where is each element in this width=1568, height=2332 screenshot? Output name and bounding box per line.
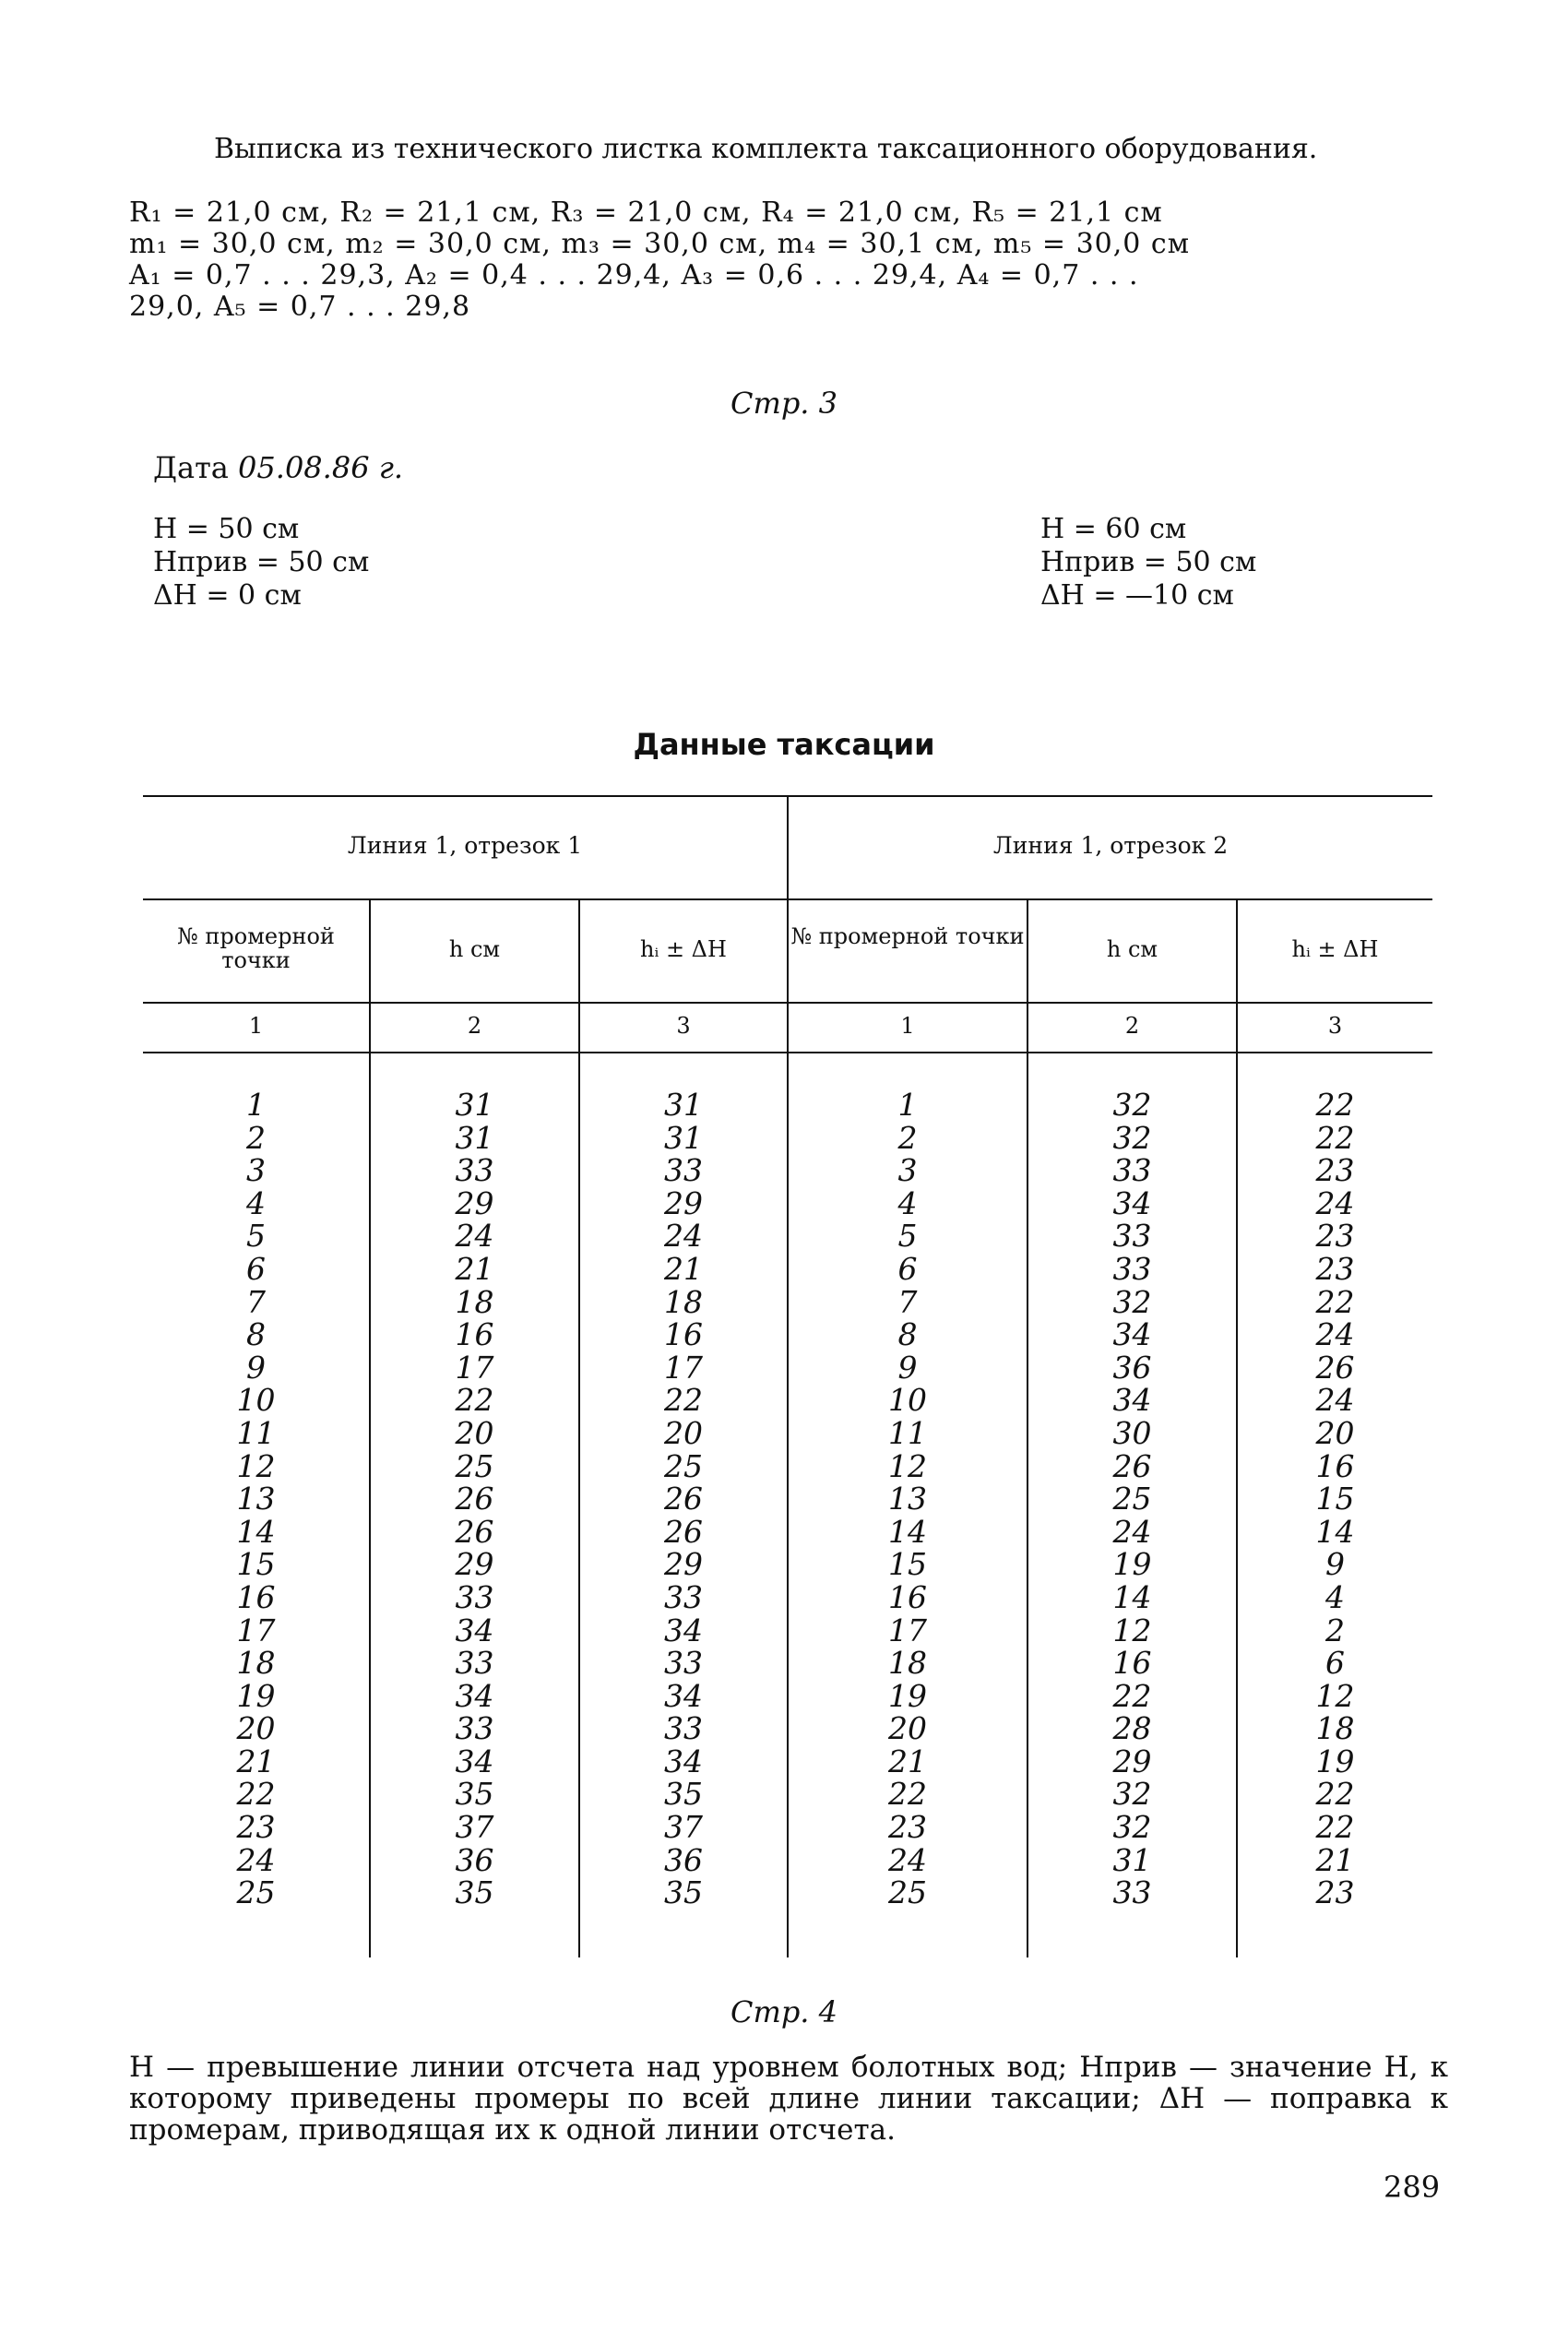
table-cell: 11 (236, 1414, 276, 1451)
table-cell: 23 (1315, 1152, 1355, 1189)
table-cell: 25 (888, 1874, 927, 1911)
table-cell: 1 (897, 1087, 918, 1123)
table-cell: 29 (455, 1184, 494, 1221)
table-cell: 35 (664, 1874, 703, 1911)
table-cell: 12 (236, 1447, 276, 1484)
table-cell: 16 (1112, 1645, 1152, 1682)
table-cell: 22 (236, 1776, 276, 1813)
table-cell: 22 (1315, 1087, 1355, 1123)
segment-1-colnum-2: 2 (467, 1013, 482, 1039)
segment-2-colnum-2: 2 (1124, 1013, 1140, 1039)
table-cell: 29 (664, 1184, 703, 1221)
taxation-table (143, 795, 1432, 1957)
table-cell: 18 (664, 1283, 703, 1320)
table-cell: 17 (236, 1612, 276, 1648)
table-cell: 23 (1315, 1218, 1355, 1255)
table-cell: 26 (455, 1481, 494, 1517)
table-cell: 10 (236, 1382, 276, 1419)
table-cell: 8 (897, 1316, 918, 1353)
segment-2-colnum-1: 1 (900, 1013, 915, 1039)
table-cell: 2 (1325, 1612, 1345, 1648)
table-cell: 18 (455, 1283, 494, 1320)
table-cell: 36 (1112, 1349, 1152, 1386)
table-cell: 13 (888, 1481, 927, 1517)
table-cell: 11 (888, 1414, 927, 1451)
table-cell: 25 (1112, 1481, 1152, 1517)
table-cell: 16 (664, 1316, 703, 1353)
table-cell: 19 (1112, 1546, 1152, 1583)
table-cell: 21 (1315, 1841, 1355, 1878)
spec-line-m: m₁ = 30,0 см, m₂ = 30,0 см, m₃ = 30,0 см, m₄ = 30,1 см, m₅ = 30,0 см (129, 228, 1191, 260)
table-cell: 6 (1325, 1645, 1345, 1682)
table-cell: 31 (664, 1119, 703, 1156)
table-cell: 12 (888, 1447, 927, 1484)
table-cell: 37 (664, 1809, 703, 1846)
table-cell: 10 (888, 1382, 927, 1419)
segment-1-points (143, 1089, 369, 1910)
table-cell: 6 (897, 1250, 918, 1287)
left-h: H = 50 см (153, 513, 300, 545)
table-cell: 25 (664, 1447, 703, 1484)
table-cell: 24 (664, 1218, 703, 1255)
table-cell: 9 (1325, 1546, 1345, 1583)
segment-1-colnum-1: 1 (248, 1013, 264, 1039)
segment-1-header-point: № промерной точки (177, 923, 335, 973)
table-cell: 24 (888, 1841, 927, 1878)
table-cell: 35 (455, 1874, 494, 1911)
table-cell: 5 (897, 1218, 918, 1255)
table-cell: 23 (888, 1809, 927, 1846)
left-delta: ΔH = 0 см (153, 579, 302, 612)
table-cell: 33 (1112, 1250, 1152, 1287)
segment-2-colnum-3: 3 (1327, 1013, 1343, 1039)
table-cell: 22 (1315, 1776, 1355, 1813)
table-cell: 34 (1112, 1184, 1152, 1221)
table-cell: 26 (1315, 1349, 1355, 1386)
table-cell: 16 (455, 1316, 494, 1353)
table-cell: 33 (1112, 1874, 1152, 1911)
table-cell: 29 (664, 1546, 703, 1583)
table-cell: 4 (897, 1184, 918, 1221)
table-cell: 6 (246, 1250, 266, 1287)
table-cell: 28 (1112, 1710, 1152, 1747)
table-cell: 26 (664, 1513, 703, 1550)
table-cell: 18 (1315, 1710, 1355, 1747)
table-cell: 20 (455, 1414, 494, 1451)
table-cell: 15 (1315, 1481, 1355, 1517)
table-cell: 7 (897, 1283, 918, 1320)
table-cell: 23 (1315, 1874, 1355, 1911)
table-cell: 32 (1112, 1809, 1152, 1846)
left-h-priv: Hприв = 50 см (153, 546, 370, 578)
table-cell: 29 (1112, 1743, 1152, 1779)
table-cell: 31 (664, 1087, 703, 1123)
segment-2-header-point: № промерной точки (790, 923, 1025, 949)
table-cell: 33 (664, 1578, 703, 1615)
segment-1-colnum-3: 3 (676, 1013, 691, 1039)
table-cell: 33 (1112, 1152, 1152, 1189)
table-cell: 21 (236, 1743, 276, 1779)
table-cell: 17 (455, 1349, 494, 1386)
table-cell: 35 (664, 1776, 703, 1813)
right-h: H = 60 см (1040, 513, 1187, 545)
table-cell: 33 (664, 1710, 703, 1747)
table-cell: 19 (888, 1677, 927, 1714)
page-number: 289 (1384, 2170, 1441, 2205)
table-cell: 34 (1112, 1382, 1152, 1419)
table-cell: 33 (1112, 1218, 1152, 1255)
segment-2-hi-values (1238, 1089, 1432, 1910)
table-cell: 25 (455, 1447, 494, 1484)
table-cell: 33 (664, 1152, 703, 1189)
table-cell: 32 (1112, 1283, 1152, 1320)
table-cell: 33 (455, 1645, 494, 1682)
segment-1-header-hi: hᵢ ± ΔH (640, 936, 727, 962)
table-title: Данные таксации (633, 727, 935, 762)
table-cell: 22 (1315, 1119, 1355, 1156)
table-cell: 16 (1315, 1447, 1355, 1484)
table-cell: 16 (888, 1578, 927, 1615)
table-cell: 22 (888, 1776, 927, 1813)
table-cell: 9 (246, 1349, 266, 1386)
table-cell: 4 (1325, 1578, 1345, 1615)
segment-2-title: Линия 1, отрезок 2 (992, 832, 1229, 859)
segment-2-header-h: h см (1106, 936, 1158, 962)
table-cell: 14 (888, 1513, 927, 1550)
table-cell: 26 (455, 1513, 494, 1550)
table-cell: 24 (1315, 1382, 1355, 1419)
table-cell: 21 (664, 1250, 703, 1287)
table-cell: 34 (455, 1677, 494, 1714)
table-cell: 31 (1112, 1841, 1152, 1878)
table-cell: 4 (246, 1184, 266, 1221)
table-cell: 24 (1315, 1316, 1355, 1353)
right-level-block (1040, 513, 1256, 613)
table-cell: 18 (236, 1645, 276, 1682)
segment-1-title: Линия 1, отрезок 1 (347, 832, 583, 859)
table-cell: 12 (1315, 1677, 1355, 1714)
table-cell: 13 (236, 1481, 276, 1517)
table-cell: 3 (897, 1152, 918, 1189)
page3-label: Стр. 3 (730, 386, 837, 421)
table-cell: 8 (246, 1316, 266, 1353)
spec-block (129, 197, 1457, 323)
table-cell: 23 (1315, 1250, 1355, 1287)
spec-line-r: R₁ = 21,0 см, R₂ = 21,1 см, R₃ = 21,0 см, R₄ = 21,0 см, R₅ = 21,1 см (129, 196, 1163, 229)
table-cell: 21 (888, 1743, 927, 1779)
table-cell: 34 (455, 1612, 494, 1648)
table-cell: 1 (246, 1087, 266, 1123)
table-cell: 34 (664, 1677, 703, 1714)
table-cell: 15 (236, 1546, 276, 1583)
table-cell: 22 (664, 1382, 703, 1419)
table-cell: 14 (1315, 1513, 1355, 1550)
table-cell: 17 (888, 1612, 927, 1648)
table-cell: 31 (455, 1087, 494, 1123)
table-cell: 20 (888, 1710, 927, 1747)
table-cell: 36 (664, 1841, 703, 1878)
table-cell: 26 (664, 1481, 703, 1517)
table-cell: 34 (664, 1612, 703, 1648)
table-cell: 24 (1315, 1184, 1355, 1221)
table-cell: 32 (1112, 1119, 1152, 1156)
table-cell: 24 (236, 1841, 276, 1878)
table-cell: 33 (664, 1645, 703, 1682)
right-h-priv: Hприв = 50 см (1040, 546, 1257, 578)
table-cell: 34 (455, 1743, 494, 1779)
table-cell: 21 (455, 1250, 494, 1287)
table-cell: 36 (455, 1841, 494, 1878)
table-cell: 37 (455, 1809, 494, 1846)
table-cell: 22 (1315, 1809, 1355, 1846)
table-cell: 25 (236, 1874, 276, 1911)
date-label: Дата (153, 450, 229, 485)
table-cell: 2 (897, 1119, 918, 1156)
table-cell: 22 (1315, 1283, 1355, 1320)
table-cell: 30 (1112, 1414, 1152, 1451)
segment-2-points (789, 1089, 1027, 1910)
table-cell: 29 (455, 1546, 494, 1583)
table-cell: 33 (455, 1710, 494, 1747)
segment-1-header-h: h см (448, 936, 501, 962)
table-cell: 12 (1112, 1612, 1152, 1648)
spec-line-a: A₁ = 0,7 . . . 29,3, A₂ = 0,4 . . . 29,4, A₃ = 0,6 . . . 29,4, A₄ = 0,7 . . . (129, 259, 1139, 292)
table-cell: 22 (1112, 1677, 1152, 1714)
table-cell: 20 (664, 1414, 703, 1451)
date-line (153, 450, 403, 485)
table-cell: 34 (664, 1743, 703, 1779)
segment-2-h-values (1028, 1089, 1236, 1910)
table-cell: 20 (236, 1710, 276, 1747)
table-cell: 2 (246, 1119, 266, 1156)
table-cell: 33 (455, 1152, 494, 1189)
table-cell: 14 (1112, 1578, 1152, 1615)
table-cell: 5 (246, 1218, 266, 1255)
table-cell: 34 (1112, 1316, 1152, 1353)
table-cell: 20 (1315, 1414, 1355, 1451)
date-value: 05.08.86 г. (238, 450, 404, 485)
table-cell: 16 (236, 1578, 276, 1615)
table-cell: 24 (455, 1218, 494, 1255)
table-cell: 7 (246, 1283, 266, 1320)
page4-label: Стр. 4 (730, 1994, 837, 2029)
intro-text: Выписка из технического листка комплекта таксационного оборудования. (214, 133, 1318, 165)
segment-2-header-hi: hᵢ ± ΔH (1291, 936, 1379, 962)
table-cell: 17 (664, 1349, 703, 1386)
table-cell: 31 (455, 1119, 494, 1156)
table-cell: 19 (236, 1677, 276, 1714)
segment-1-h-values (371, 1089, 578, 1910)
table-cell: 33 (455, 1578, 494, 1615)
left-level-block (153, 513, 369, 613)
table-cell: 26 (1112, 1447, 1152, 1484)
table-cell: 3 (246, 1152, 266, 1189)
table-cell: 19 (1315, 1743, 1355, 1779)
table-cell: 32 (1112, 1776, 1152, 1813)
table-cell: 22 (455, 1382, 494, 1419)
segment-1-hi-values (580, 1089, 787, 1910)
spec-line-a-cont: 29,0, A₅ = 0,7 . . . 29,8 (129, 291, 471, 323)
table-cell: 35 (455, 1776, 494, 1813)
table-cell: 24 (1112, 1513, 1152, 1550)
table-cell: 14 (236, 1513, 276, 1550)
table-cell: 9 (897, 1349, 918, 1386)
footnote: H — превышение линии отсчета над уровнем болотных вод; Hприв — значение H, к которому приведены промеры по всей длине линии таксации; ΔH — поправка к промерам, приводящая их к одной линии отсчета. (129, 2051, 1448, 2147)
table-cell: 15 (888, 1546, 927, 1583)
right-delta: ΔH = —10 см (1040, 579, 1234, 612)
table-cell: 32 (1112, 1087, 1152, 1123)
table-cell: 18 (888, 1645, 927, 1682)
table-cell: 23 (236, 1809, 276, 1846)
